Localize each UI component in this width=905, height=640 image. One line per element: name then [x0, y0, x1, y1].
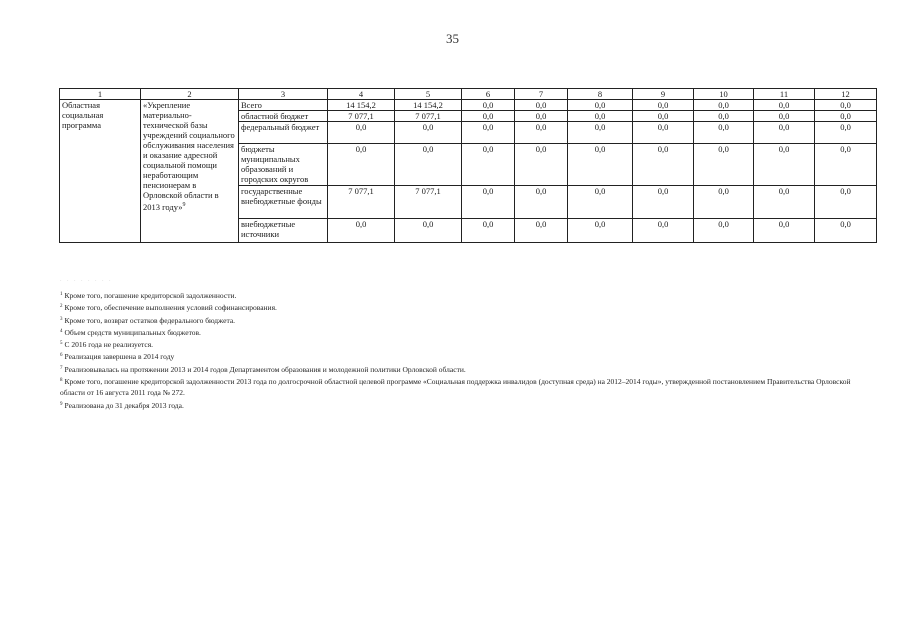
value-cell: 0,0	[754, 219, 815, 243]
value-cell: 0,0	[815, 219, 877, 243]
footnote-text: Реализовывалась на протяжении 2013 и 2014 годов Департаментом образования и молодежной политики Орловской области.	[64, 364, 466, 374]
value-cell: 0,0	[462, 111, 515, 122]
program-name-footnote-ref: 9	[182, 202, 186, 208]
value-cell: 0,0	[462, 144, 515, 186]
column-header: 4	[328, 89, 395, 100]
column-header: 12	[815, 89, 877, 100]
value-cell: 0,0	[633, 144, 694, 186]
column-header: 6	[462, 89, 515, 100]
program-name-cell	[141, 100, 239, 243]
footnote-number: 4	[60, 328, 63, 334]
value-cell: 0,0	[515, 219, 568, 243]
footnote	[60, 289, 860, 301]
value-cell: 0,0	[568, 186, 633, 219]
footnote-text: Кроме того, возврат остатков федерального бюджета.	[64, 315, 236, 325]
footnote	[60, 399, 860, 411]
footnote-text: Объем средств муниципальных бюджетов.	[64, 327, 201, 337]
footnote	[60, 314, 860, 326]
value-cell: 0,0	[462, 122, 515, 144]
value-cell: 0,0	[515, 100, 568, 111]
budget-table	[59, 88, 877, 243]
value-cell: 7 077,1	[328, 111, 395, 122]
column-header: 9	[633, 89, 694, 100]
column-header: 1	[60, 89, 141, 100]
footnote	[60, 375, 860, 399]
footnote-text: Реализация завершена в 2014 году	[64, 352, 175, 362]
footnote	[60, 338, 860, 350]
program-name-text: «Укрепление материально-технической базы учреждений социального обслуживания населения и оказание адресной социальной помощи неработающим пенсионерам в Орловской области в 2013 году»	[143, 100, 235, 212]
footnote	[60, 350, 860, 362]
funding-source-cell: федеральный бюджет	[239, 122, 328, 144]
footnote-number: 1	[60, 292, 63, 297]
footnote-number: 8	[60, 378, 63, 384]
value-cell: 14 154,2	[328, 100, 395, 111]
funding-source-cell: внебюджетные источники	[239, 219, 328, 243]
value-cell: 0,0	[462, 186, 515, 219]
value-cell: 0,0	[633, 100, 694, 111]
footnote-number: 5	[60, 341, 63, 347]
value-cell: 0,0	[815, 111, 877, 122]
value-cell: 0,0	[754, 122, 815, 144]
footnote-number: 2	[60, 304, 63, 310]
value-cell: 7 077,1	[328, 186, 395, 219]
footnote-text: С 2016 года не реализуется.	[64, 340, 154, 350]
footnote-number: 7	[60, 365, 63, 371]
column-header: 2	[141, 89, 239, 100]
value-cell: 0,0	[328, 122, 395, 144]
footnote-number: 3	[60, 316, 63, 322]
scan-noise: . . . . . . . .	[60, 277, 113, 283]
value-cell: 0,0	[694, 100, 754, 111]
column-header: 3	[239, 89, 328, 100]
value-cell: 0,0	[395, 219, 462, 243]
value-cell: 0,0	[633, 111, 694, 122]
value-cell: 0,0	[395, 122, 462, 144]
funding-source-cell: государственные внебюджетные фонды	[239, 186, 328, 219]
footnote-number: 6	[60, 353, 63, 359]
value-cell: 0,0	[568, 219, 633, 243]
value-cell: 0,0	[633, 186, 694, 219]
value-cell: 0,0	[694, 144, 754, 186]
value-cell: 0,0	[568, 111, 633, 122]
column-header: 5	[395, 89, 462, 100]
value-cell: 14 154,2	[395, 100, 462, 111]
footnote-text: Кроме того, обеспечение выполнения условий софинансирования.	[64, 303, 277, 313]
column-header: 11	[754, 89, 815, 100]
value-cell: 0,0	[462, 100, 515, 111]
value-cell: 0,0	[515, 144, 568, 186]
value-cell: 0,0	[633, 122, 694, 144]
value-cell: 0,0	[328, 144, 395, 186]
value-cell: 7 077,1	[395, 111, 462, 122]
value-cell: 0,0	[694, 122, 754, 144]
value-cell: 0,0	[815, 186, 877, 219]
value-cell: 0,0	[694, 186, 754, 219]
value-cell: 0,0	[633, 219, 694, 243]
value-cell: 0,0	[568, 122, 633, 144]
column-header: 10	[694, 89, 754, 100]
footnote-text: Кроме того, погашение кредиторской задолженности 2013 года по долгосрочной областной целевой программе «Социальная поддержка инвалидов (доступная среда) на 2012–2014 годы», утвержденной постановлением Правительства Орловской области от 16 августа 2011 года № 272.	[60, 377, 851, 398]
funding-source-cell: областной бюджет	[239, 111, 328, 122]
value-cell: 0,0	[754, 111, 815, 122]
footnote-number: 9	[60, 401, 63, 407]
program-type-cell: Областная социальная программа	[60, 100, 141, 243]
value-cell: 0,0	[694, 219, 754, 243]
value-cell: 0,0	[815, 144, 877, 186]
value-cell: 0,0	[395, 144, 462, 186]
footnote	[60, 301, 860, 313]
value-cell: 0,0	[328, 219, 395, 243]
value-cell: 0,0	[515, 122, 568, 144]
value-cell: 0,0	[815, 100, 877, 111]
column-header: 8	[568, 89, 633, 100]
value-cell: 0,0	[462, 219, 515, 243]
footnote-text: Реализована до 31 декабря 2013 года.	[64, 400, 184, 410]
value-cell: 0,0	[815, 122, 877, 144]
footnote	[60, 326, 860, 338]
funding-source-cell: Всего	[239, 100, 328, 111]
footnote-text: Кроме того, погашение кредиторской задолженности.	[64, 291, 237, 300]
value-cell: 0,0	[515, 111, 568, 122]
value-cell: 0,0	[515, 186, 568, 219]
value-cell: 0,0	[568, 144, 633, 186]
value-cell: 0,0	[568, 100, 633, 111]
value-cell: 0,0	[754, 186, 815, 219]
column-header: 7	[515, 89, 568, 100]
table-row	[60, 100, 877, 111]
value-cell: 0,0	[754, 144, 815, 186]
value-cell: 0,0	[754, 100, 815, 111]
footnotes	[60, 289, 860, 411]
table-header-row	[60, 89, 877, 100]
value-cell: 7 077,1	[395, 186, 462, 219]
value-cell: 0,0	[694, 111, 754, 122]
funding-source-cell: бюджеты муниципальных образований и городских округов	[239, 144, 328, 186]
footnote	[60, 363, 860, 375]
page-number: 35	[446, 31, 459, 46]
